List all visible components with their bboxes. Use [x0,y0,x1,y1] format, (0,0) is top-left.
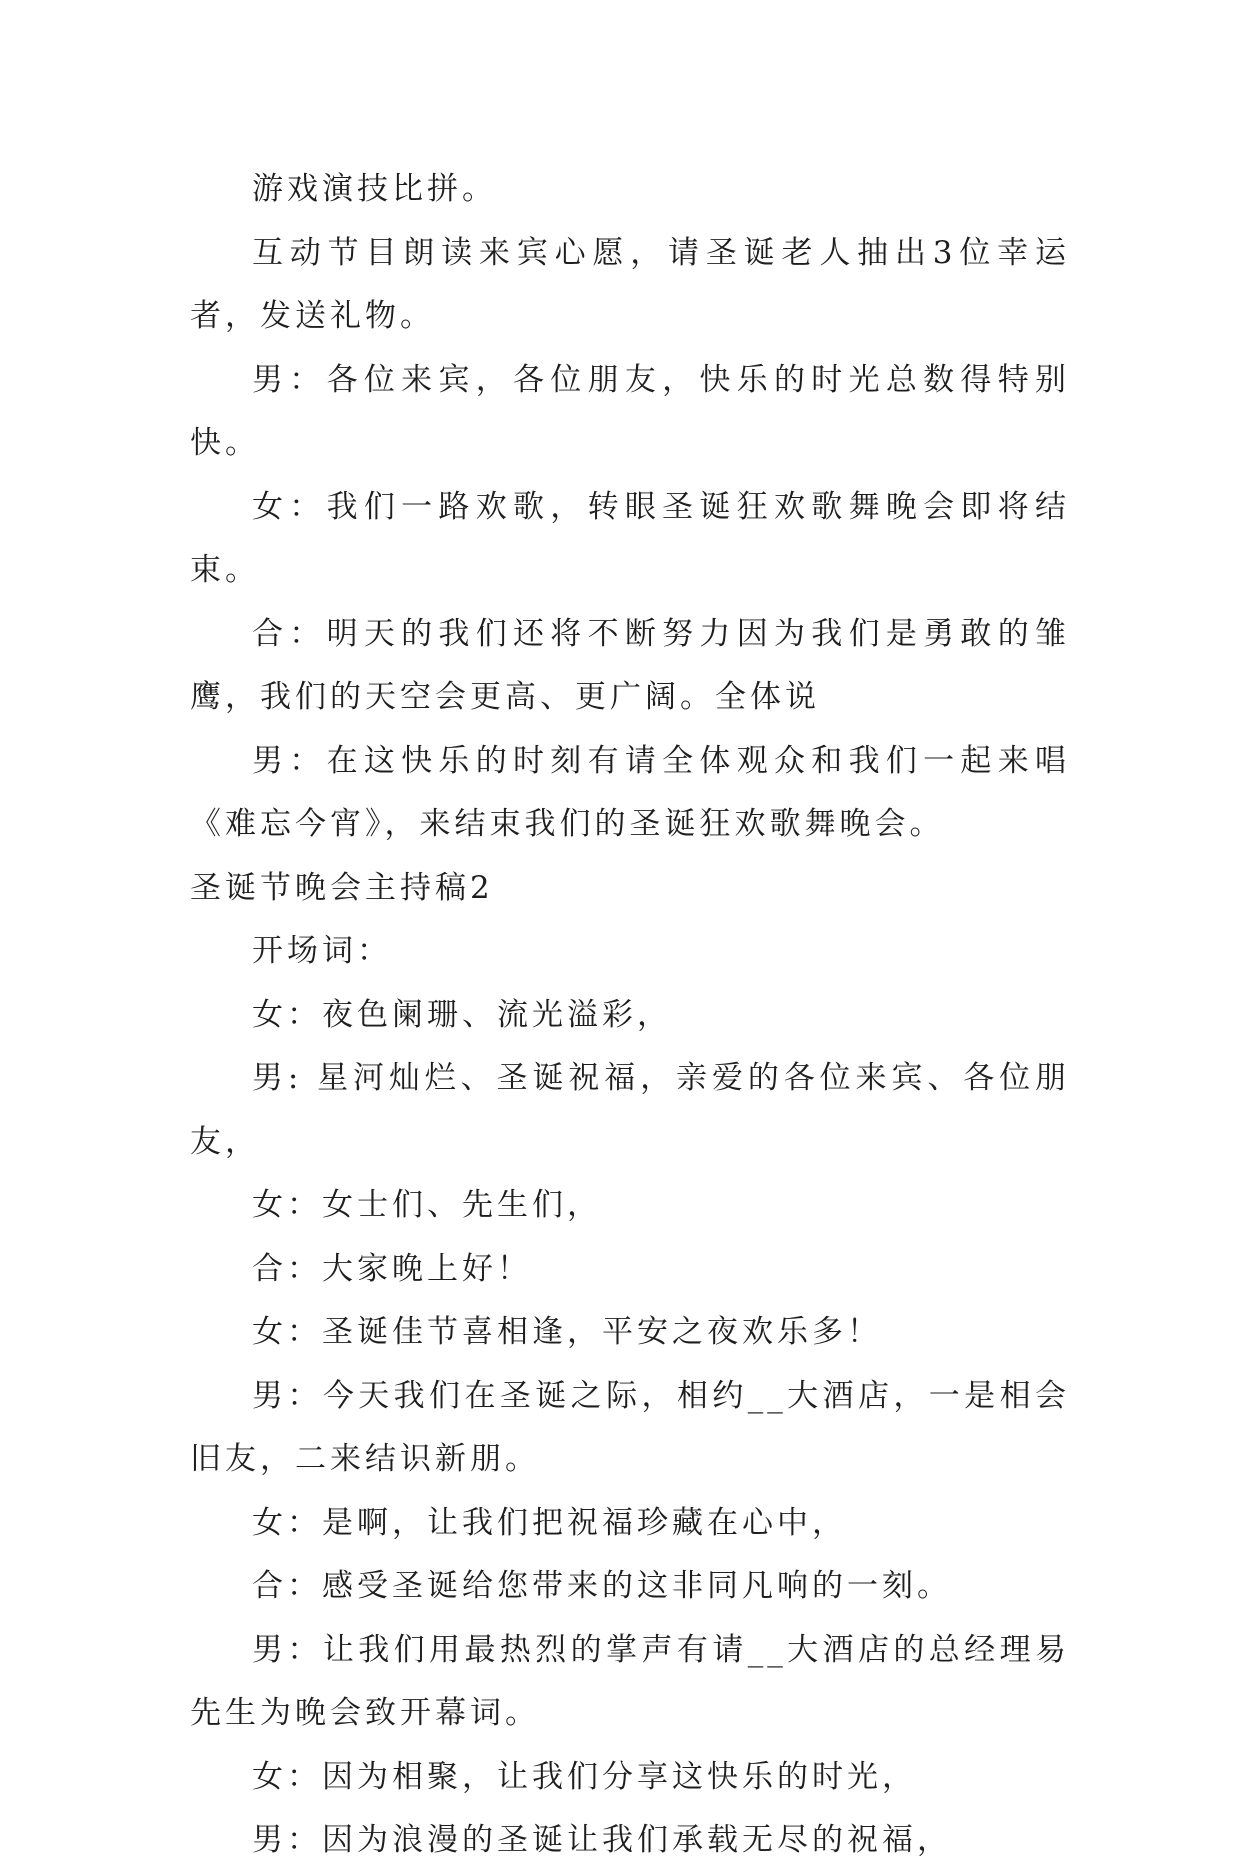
paragraph: 女：我们一路欢歌，转眼圣诞狂欢歌舞晚会即将结束。 [190,488,1070,588]
paragraph: 女：圣诞佳节喜相逢，平安之夜欢乐多！ [252,1314,882,1350]
section-heading: 圣诞节晚会主持稿2 [190,869,494,906]
paragraph: 女：女士们、先生们， [252,1187,602,1223]
paragraph: 男: 星河灿烂、圣诞祝福，亲爱的各位来宾、各位朋友， [190,1060,1070,1160]
paragraph: 游戏演技比拼。 [252,171,497,207]
paragraph: 男：各位来宾，各位朋友，快乐的时光总数得特别快。 [190,361,1070,461]
paragraph: 合：感受圣诞给您带来的这非同凡响的一刻。 [252,1568,952,1604]
paragraph: 男：让我们用最热烈的掌声有请__大酒店的总经理易先生为晚会致开幕词。 [190,1631,1070,1731]
paragraph: 互动节目朗读来宾心愿，请圣诞老人抽出3位幸运者，发送礼物。 [190,234,1070,334]
paragraph: 女：因为相聚，让我们分享这快乐的时光， [252,1758,917,1795]
paragraph: 男：因为浪漫的圣诞让我们承载无尽的祝福， [252,1822,952,1858]
paragraph: 男：今天我们在圣诞之际，相约__大酒店，一是相会旧友，二来结识新朋。 [190,1377,1070,1477]
paragraph: 男：在这快乐的时刻有请全体观众和我们一起来唱《难忘今宵》，来结束我们的圣诞狂欢歌舞晚会。 [190,742,1070,842]
document-body [190,158,1070,1873]
paragraph: 合：明天的我们还将不断努力因为我们是勇敢的雏鹰，我们的天空会更高、更广阔。全体说 [190,615,1070,715]
paragraph: 女：夜色阑珊、流光溢彩， [252,996,672,1033]
paragraph: 开场词： [252,933,392,969]
paragraph: 女：是啊，让我们把祝福珍藏在心中， [252,1504,847,1541]
paragraph: 合：大家晚上好！ [252,1250,532,1287]
